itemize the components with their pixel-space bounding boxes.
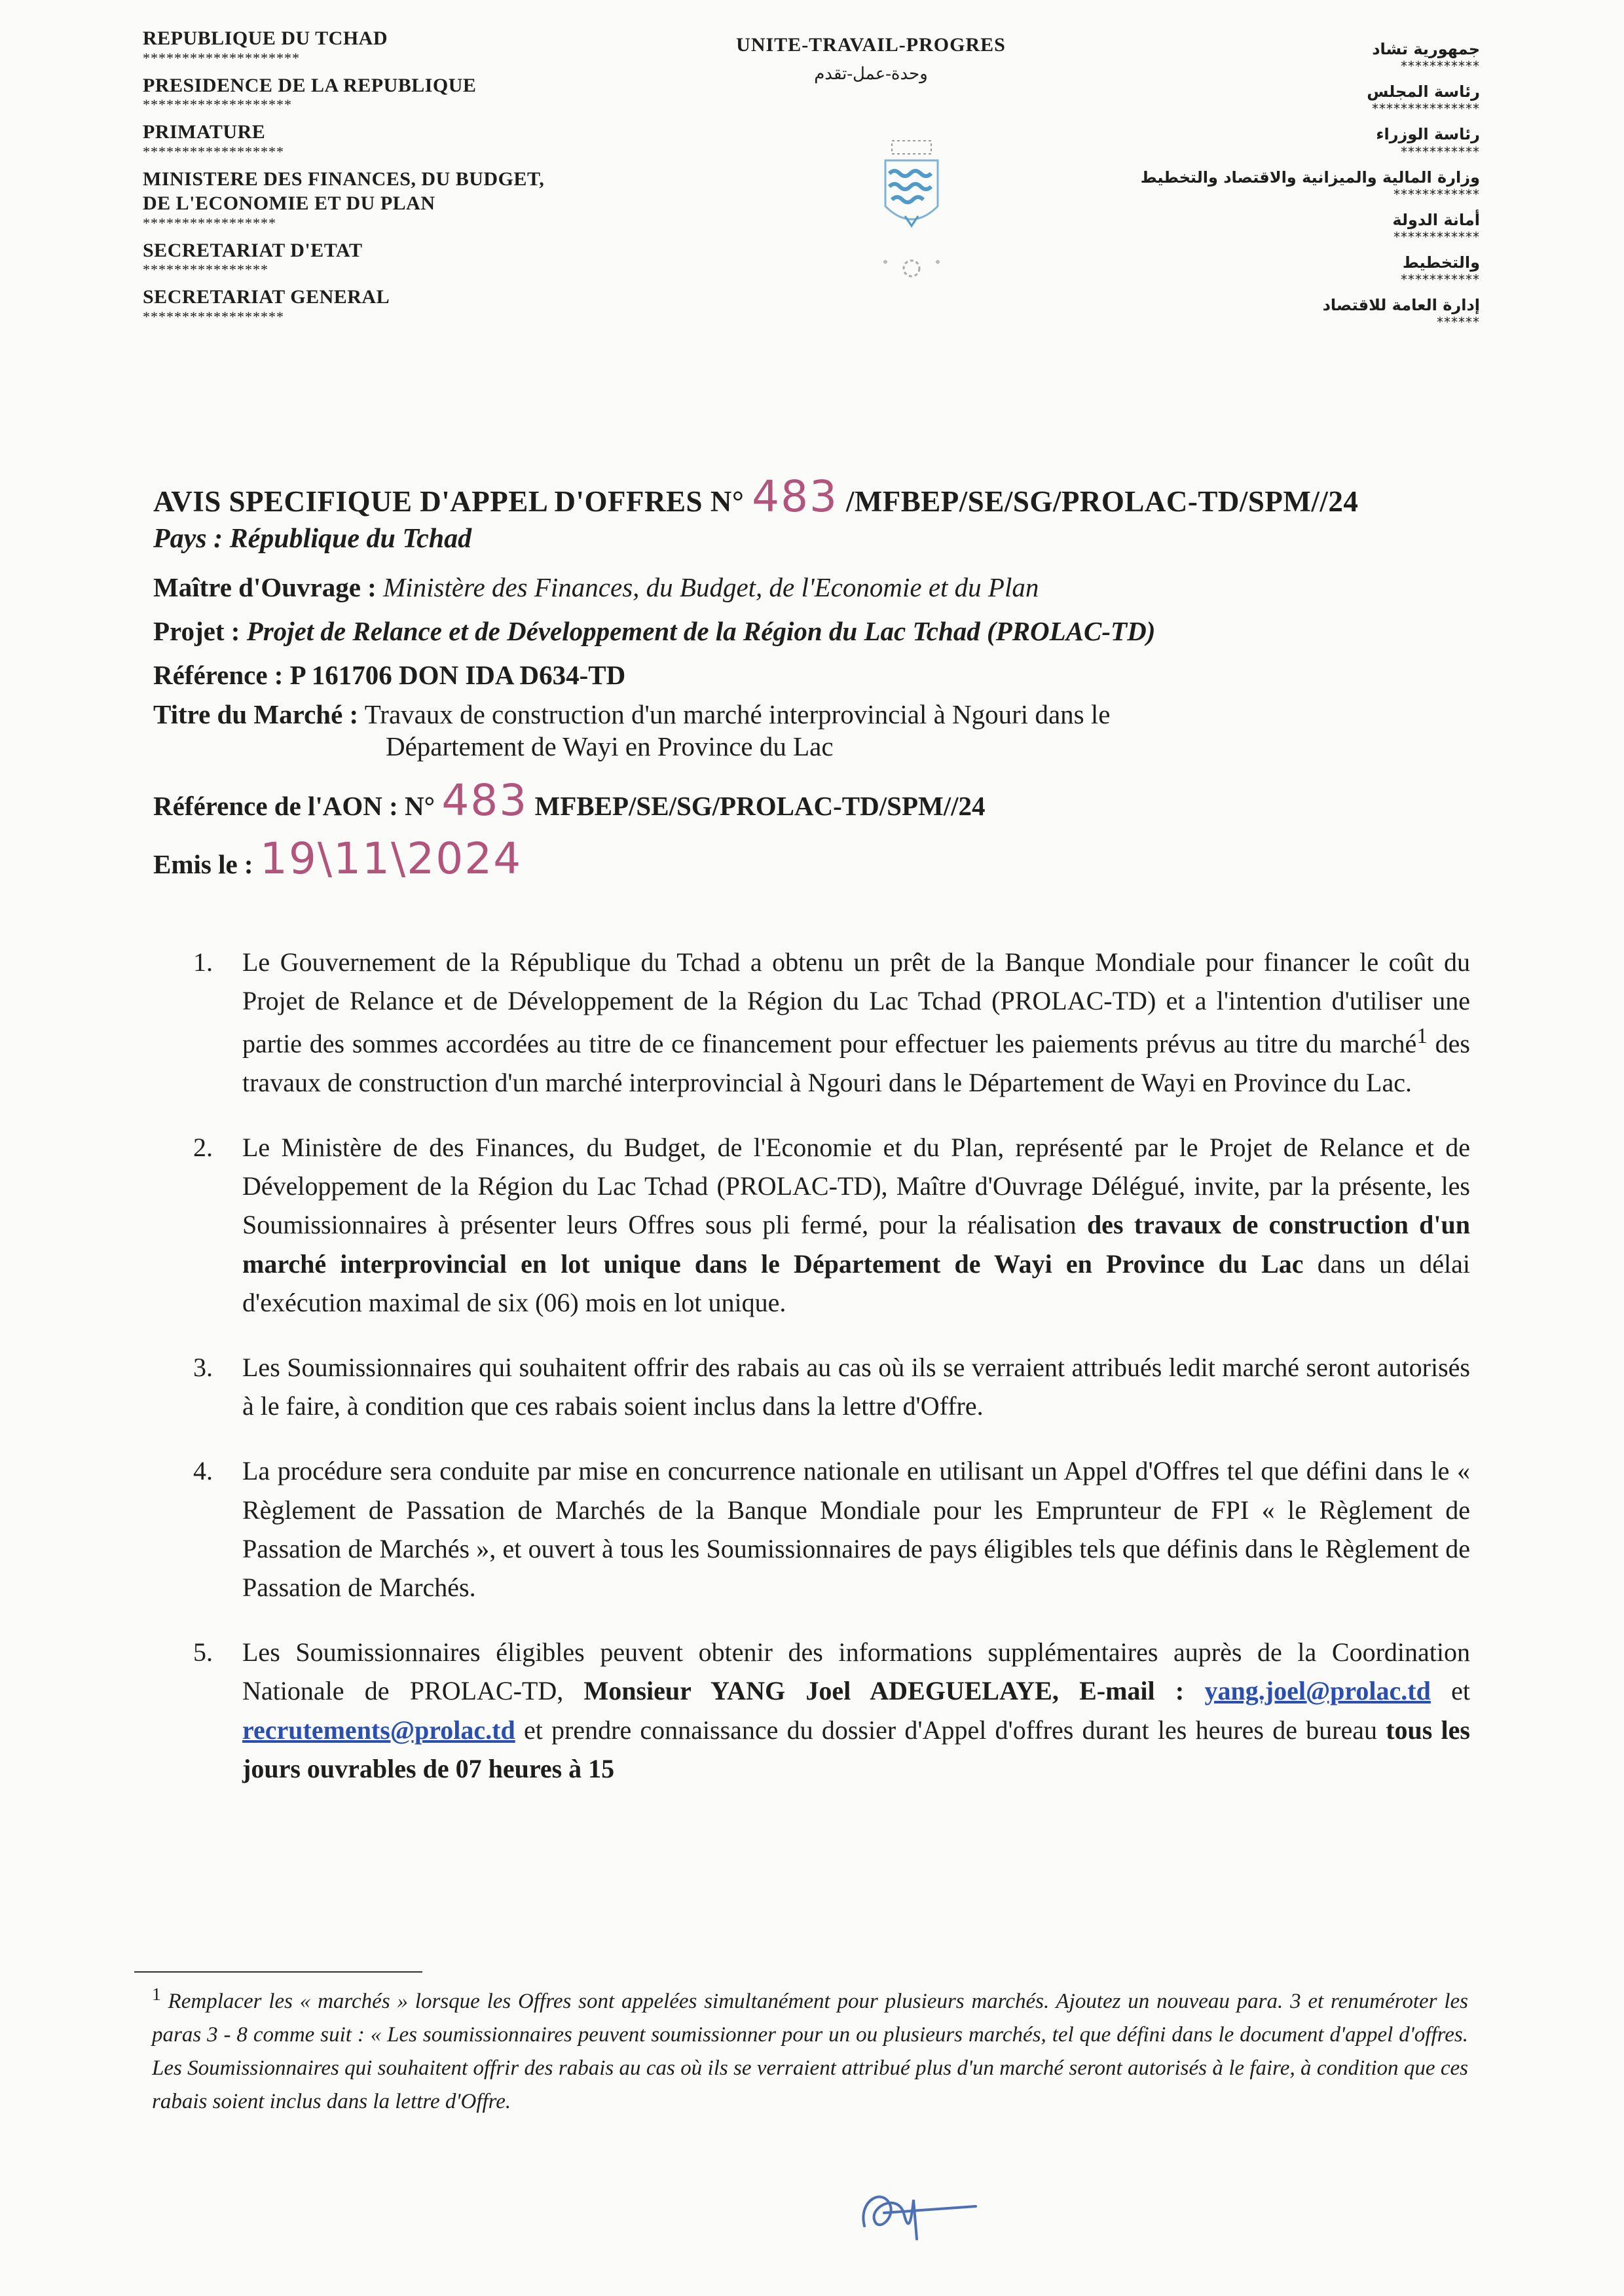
national-motto-arabic: وحدة-عمل-تقدم	[814, 64, 928, 83]
aon-reference-value: MFBEP/SE/SG/PROLAC-TD/SPM//24	[534, 790, 986, 821]
header-right-line: إدارة العامة للاقتصاد	[1322, 296, 1480, 315]
footnote-divider	[134, 1971, 422, 1973]
header-left-line: SECRETARIAT D'ETAT	[143, 239, 363, 261]
email-link-contact[interactable]: yang.joel@prolac.td	[1204, 1676, 1431, 1706]
header-right-block	[982, 39, 1480, 338]
handwritten-notice-number: 483	[752, 471, 839, 522]
national-motto: UNITE-TRAVAIL-PROGRES	[736, 34, 1006, 56]
country-line	[153, 523, 1469, 555]
project-line	[153, 615, 1469, 647]
project-owner-label: Maître d'Ouvrage :	[153, 572, 377, 602]
header-right-line: جمهورية تشاد	[1372, 40, 1480, 58]
project-owner-value: Ministère des Finances, du Budget, de l'Economie et du Plan	[383, 572, 1039, 602]
header-left-line: PRESIDENCE DE LA REPUBLIQUE	[143, 74, 477, 96]
paragraph-bold-text: des travaux de construction d'un marché interprovincial en lot unique dans le Département de Wayi en Province du Lac	[242, 1210, 1471, 1279]
header-right-line: رئاسة الوزراء	[1376, 125, 1480, 144]
header-left-stars: ********************	[143, 49, 300, 66]
paragraph-text: La procédure sera conduite par mise en concurrence nationale en utilisant un Appel d'Offres tel que défini dans le « Règlement de Passation de Marchés de la Banque Mondiale pour les Emprunteur de FPI « le Règlement de Passation de Marchés », et ouvert à tous les Soumissionnaires de pays éligibles tels que définis dans le Règlement de Passation de Marchés.	[242, 1456, 1470, 1602]
issue-date-line	[153, 833, 1469, 884]
footnote	[152, 1980, 1468, 2119]
header-right-line: والتخطيط	[1402, 253, 1480, 272]
footnote-marker: 1	[152, 1984, 161, 2004]
contact-name: Monsieur YANG Joel ADEGUELAYE, E-mail :	[583, 1676, 1185, 1706]
project-value: Projet de Relance et de Développement de la Région du Lac Tchad (PROLAC-TD)	[246, 616, 1156, 647]
header-right-line: وزارة المالية والميزانية والاقتصاد والتخطيط	[1140, 168, 1480, 187]
header-left-stars: ******************	[143, 308, 284, 325]
paragraph-number: 5.	[193, 1637, 213, 1667]
paragraph-number: 1.	[193, 947, 213, 977]
paragraph-text: des travaux de construction d'un marché interprovincial à Ngouri dans le Département de Wayi en Province du Lac.	[242, 1029, 1470, 1097]
header-left-stars: *******************	[143, 96, 292, 113]
header-left-line: MINISTERE DES FINANCES, DU BUDGET,	[143, 168, 545, 190]
notice-heading	[153, 471, 1469, 884]
notice-title	[153, 471, 1469, 522]
office-hours: tous les jours ouvrables de 07 heures à 15	[242, 1715, 1470, 1783]
header-left-line: PRIMATURE	[143, 121, 266, 143]
paragraph-text: et	[1430, 1676, 1471, 1706]
reference-value: P 161706 DON IDA D634-TD	[289, 660, 626, 691]
header-right-stars: ***********	[1401, 143, 1480, 160]
paragraph-2	[193, 1128, 1470, 1322]
header-right-stars: ************	[1393, 186, 1480, 202]
contract-title-label: Titre du Marché :	[153, 699, 359, 729]
paragraph-1	[193, 943, 1470, 1102]
paragraph-text: dans un délai d'exécution maximal de six (06) mois en lot unique.	[242, 1248, 1470, 1317]
paragraph-number: 3.	[193, 1353, 213, 1383]
aon-reference-line	[153, 774, 1469, 826]
footnote-ref: 1	[1416, 1024, 1428, 1049]
header-left-stars: ****************	[143, 261, 268, 278]
header-right-stars: ***************	[1372, 101, 1480, 117]
country-value: République du Tchad	[229, 524, 472, 554]
header-left-stars: *****************	[143, 214, 276, 231]
header-right-stars: ************	[1393, 228, 1480, 245]
paragraph-3	[193, 1348, 1470, 1425]
initials-signature	[845, 2174, 989, 2252]
paragraph-text: et prendre connaissance du dossier d'Appel d'offres durant les heures de bureau	[515, 1715, 1386, 1745]
contract-title-line	[153, 699, 1469, 763]
aon-reference-label: Référence de l'AON : N°	[153, 790, 435, 821]
paragraph-number: 2.	[193, 1133, 213, 1163]
coat-of-arms-icon	[866, 134, 957, 291]
reference-line	[153, 659, 1469, 691]
project-owner-line	[153, 572, 1469, 604]
header-right-stars: ******	[1437, 314, 1480, 331]
notice-body	[193, 943, 1470, 1814]
paragraph-text: Le Gouvernement de la République du Tchad a obtenu un prêt de la Banque Mondiale pour financer le coût du Projet de Relance et de Développement de la Région du Lac Tchad (PROLAC-TD) et a l'intention d'utiliser une partie des sommes accordées au titre de ce financement pour effectuer les paiements prévus au titre du marché	[242, 947, 1470, 1059]
paragraph-text: Les Soumissionnaires qui souhaitent offrir des rabais au cas où ils se verraient attribués ledit marché seront autorisés à le faire, à condition que ces rabais soient inclus dans la lettre d'Offre.	[242, 1353, 1470, 1421]
handwritten-aon-number: 483	[441, 774, 528, 826]
email-link-recruitment[interactable]: recrutements@prolac.td	[242, 1715, 515, 1745]
header-right-line: رئاسة المجلس	[1367, 82, 1480, 101]
header-left-block	[143, 26, 614, 332]
contract-title-value: Travaux de construction d'un marché interprovincial à Ngouri dans le	[364, 699, 1111, 729]
paragraph-text: Le Ministère de des Finances, du Budget, de l'Economie et du Plan, représenté par le Projet de Relance et de Développement de la Région du Lac Tchad (PROLAC-TD), Maître d'Ouvrage Délégué, invite, par la présente, les Soumissionnaires à présenter leurs Offres sous pli fermé, pour la réalisation	[242, 1133, 1470, 1240]
project-label: Projet :	[153, 616, 240, 647]
notice-title-prefix: AVIS SPECIFIQUE D'APPEL D'OFFRES N°	[153, 485, 745, 518]
paragraph-text: Les Soumissionnaires éligibles peuvent obtenir des informations supplémentaires auprès de la Coordination Nationale de PROLAC-TD,	[242, 1637, 1470, 1706]
notice-title-suffix: /MFBEP/SE/SG/PROLAC-TD/SPM//24	[845, 485, 1359, 518]
issue-date-label: Emis le :	[153, 849, 253, 880]
header-left-stars: ******************	[143, 143, 284, 160]
header-left-line: REPUBLIQUE DU TCHAD	[143, 27, 388, 49]
header-left-line: SECRETARIAT GENERAL	[143, 286, 390, 308]
header-left-line: DE L'ECONOMIE ET DU PLAN	[143, 192, 435, 214]
header-right-stars: ***********	[1401, 58, 1480, 75]
paragraph-number: 4.	[193, 1456, 213, 1486]
header-right-stars: ***********	[1401, 272, 1480, 288]
header-right-line: أمانة الدولة	[1392, 210, 1480, 229]
reference-label: Référence :	[153, 660, 284, 691]
footnote-text: Remplacer les « marchés » lorsque les Offres sont appelées simultanément pour plusieurs marchés. Ajoutez un nouveau para. 3 et renuméroter les paras 3 - 8 comme suit : « Les soumissionnaires peuvent soumissionner pour un ou plusieurs marchés, tel que défini dans le document d'appel d'offres. Les Soumissionnaires qui souhaitent offrir des rabais au cas où ils se verraient attribué plus d'un marché seront autorisés à le faire, à condition que ces rabais soient inclus dans la lettre d'Offre.	[152, 1990, 1468, 2114]
handwritten-issue-date: 19\11\2024	[259, 833, 523, 884]
paragraph-4	[193, 1451, 1470, 1607]
country-label: Pays :	[153, 524, 223, 554]
paragraph-5	[193, 1633, 1470, 1788]
contract-title-value-continued: Département de Wayi en Province du Lac	[386, 731, 834, 761]
